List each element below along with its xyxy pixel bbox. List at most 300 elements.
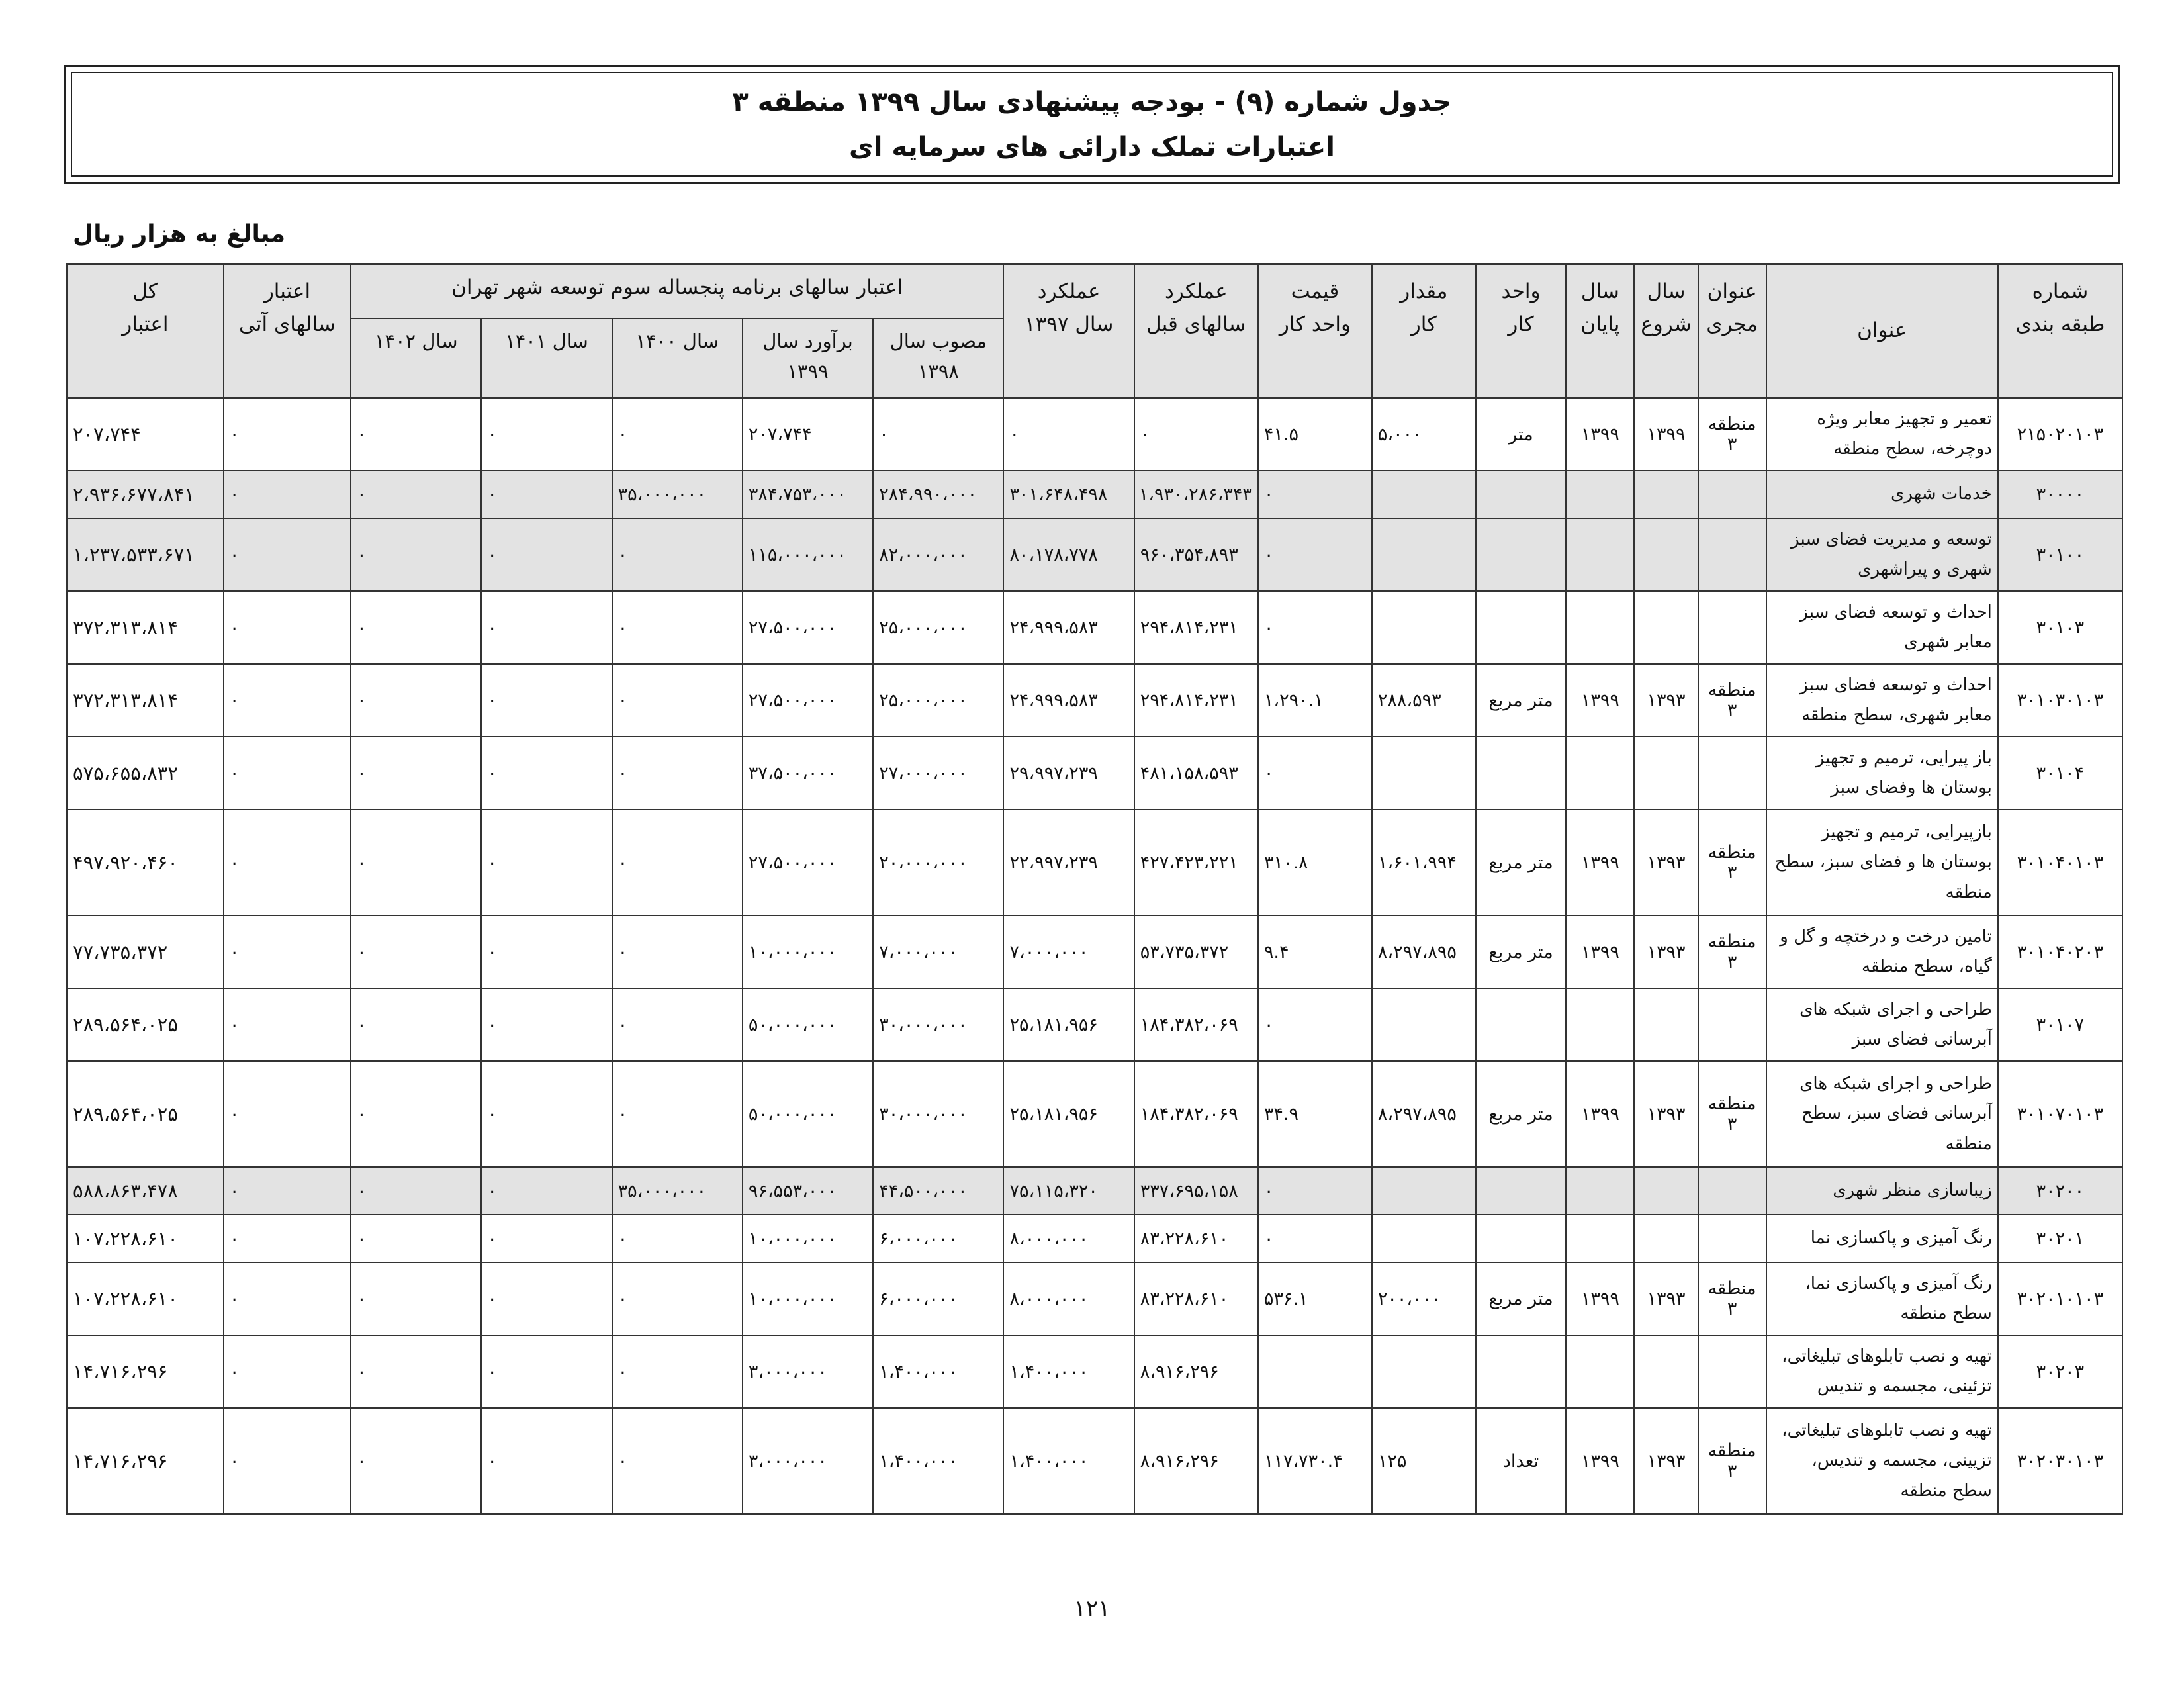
cell-start-year: ۱۳۹۹ xyxy=(1634,398,1698,471)
title-line: تهیه و نصب تابلوهای تبلیغاتی، xyxy=(1782,1346,1992,1366)
table-row xyxy=(67,737,2122,810)
cell-approved-1398: ۳۰،۰۰۰،۰۰۰ xyxy=(873,988,1003,1061)
header-total: کل اعتبار xyxy=(67,264,224,398)
cell-executor: منطقه ۳ xyxy=(1698,915,1766,988)
cell-executor: منطقه ۳ xyxy=(1698,1262,1766,1335)
cell-estimate-1399: ۹۶،۵۵۳،۰۰۰ xyxy=(743,1167,873,1215)
table-row xyxy=(67,518,2122,591)
cell-perf-prior: ۲۹۴،۸۱۴،۲۳۱ xyxy=(1134,664,1258,737)
cell-work-unit xyxy=(1476,471,1567,518)
cell-perf-prior: ۹۶۰،۳۵۴،۸۹۳ xyxy=(1134,518,1258,591)
cell-future: ۰ xyxy=(224,915,351,988)
cell-end-year xyxy=(1566,988,1634,1061)
table-row xyxy=(67,398,2122,471)
cell-executor xyxy=(1698,988,1766,1061)
cell-work-qty: ۸،۲۹۷،۸۹۵ xyxy=(1372,915,1476,988)
title-line: بازپیرایی، ترمیم و تجهیز xyxy=(1821,821,1992,842)
cell-year-1400: ۳۵،۰۰۰،۰۰۰ xyxy=(612,471,743,518)
cell-work-qty xyxy=(1372,1335,1476,1408)
header-perf-prior: عملکرد سالهای قبل xyxy=(1134,264,1258,398)
cell-work-unit: تعداد xyxy=(1476,1408,1567,1514)
cell-perf-prior: ۸۳،۲۲۸،۶۱۰ xyxy=(1134,1262,1258,1335)
cell-unit-price xyxy=(1258,1335,1372,1408)
cell-year-1401: ۰ xyxy=(481,398,612,471)
cell-perf-1397: ۰ xyxy=(1003,398,1134,471)
cell-end-year xyxy=(1566,737,1634,810)
cell-perf-1397: ۲۴،۹۹۹،۵۸۳ xyxy=(1003,664,1134,737)
cell-total: ۱۰۷،۲۲۸،۶۱۰ xyxy=(67,1215,224,1262)
title-line: تامین درخت و درختچه و گل و xyxy=(1780,926,1992,947)
cell-approved-1398: ۲۵،۰۰۰،۰۰۰ xyxy=(873,591,1003,664)
cell-year-1400: ۰ xyxy=(612,988,743,1061)
cell-code: ۳۰۱۰۷ xyxy=(1998,988,2122,1061)
cell-start-year: ۱۳۹۳ xyxy=(1634,915,1698,988)
cell-year-1402: ۰ xyxy=(351,1335,481,1408)
cell-end-year xyxy=(1566,1167,1634,1215)
cell-unit-price: ۱۱۷،۷۳۰.۴ xyxy=(1258,1408,1372,1514)
cell-future: ۰ xyxy=(224,1061,351,1167)
header-executor: عنوان مجری xyxy=(1698,264,1766,398)
cell-work-qty xyxy=(1372,1167,1476,1215)
cell-end-year: ۱۳۹۹ xyxy=(1566,1061,1634,1167)
table-row xyxy=(67,988,2122,1061)
cell-year-1401: ۰ xyxy=(481,810,612,915)
cell-estimate-1399: ۱۰،۰۰۰،۰۰۰ xyxy=(743,915,873,988)
cell-year-1400: ۰ xyxy=(612,1408,743,1514)
table-row xyxy=(67,471,2122,518)
cell-executor xyxy=(1698,471,1766,518)
cell-work-unit: متر مربع xyxy=(1476,1262,1567,1335)
cell-end-year xyxy=(1566,518,1634,591)
cell-estimate-1399: ۱۰،۰۰۰،۰۰۰ xyxy=(743,1215,873,1262)
cell-perf-1397: ۸،۰۰۰،۰۰۰ xyxy=(1003,1262,1134,1335)
table-title: جدول شماره (۹) - بودجه پیشنهادی سال ۱۳۹۹ منطقه ۳ xyxy=(732,87,1452,117)
cell-perf-1397: ۲۴،۹۹۹،۵۸۳ xyxy=(1003,591,1134,664)
cell-work-qty: ۲۰۰،۰۰۰ xyxy=(1372,1262,1476,1335)
cell-unit-price: ۰ xyxy=(1258,471,1372,518)
cell-executor xyxy=(1698,518,1766,591)
title-line: تزئینی، مجسمه و تندیس xyxy=(1817,1376,1992,1396)
cell-code: ۳۰۲۰۱ xyxy=(1998,1215,2122,1262)
cell-title xyxy=(1766,471,1998,518)
cell-end-year: ۱۳۹۹ xyxy=(1566,1262,1634,1335)
cell-title xyxy=(1766,398,1998,471)
cell-perf-1397: ۸۰،۱۷۸،۷۷۸ xyxy=(1003,518,1134,591)
cell-unit-price: ۴۱.۵ xyxy=(1258,398,1372,471)
title-line: گیاه، سطح منطقه xyxy=(1862,957,1992,976)
cell-perf-prior: ۱۸۴،۳۸۲،۰۶۹ xyxy=(1134,988,1258,1061)
title-line: بوستان ها وفضای سبز xyxy=(1831,778,1992,798)
cell-perf-prior: ۳۳۷،۶۹۵،۱۵۸ xyxy=(1134,1167,1258,1215)
table-row xyxy=(67,810,2122,915)
title-line: تهیه و نصب تابلوهای تبلیغاتی، xyxy=(1782,1420,1992,1440)
cell-start-year xyxy=(1634,988,1698,1061)
title-line: معابر شهری xyxy=(1904,632,1992,652)
cell-year-1402: ۰ xyxy=(351,1262,481,1335)
header-perf-1397: عملکرد سال ۱۳۹۷ xyxy=(1003,264,1134,398)
cell-year-1402: ۰ xyxy=(351,988,481,1061)
title-line: تعمیر و تجهیز معابر ویژه xyxy=(1817,408,1992,429)
cell-total: ۳۷۲،۳۱۳،۸۱۴ xyxy=(67,591,224,664)
cell-estimate-1399: ۳۷،۵۰۰،۰۰۰ xyxy=(743,737,873,810)
cell-unit-price: ۰ xyxy=(1258,591,1372,664)
cell-year-1401: ۰ xyxy=(481,664,612,737)
cell-year-1400: ۰ xyxy=(612,664,743,737)
cell-year-1401: ۰ xyxy=(481,1061,612,1167)
title-box xyxy=(64,65,2120,184)
cell-executor: منطقه ۳ xyxy=(1698,398,1766,471)
cell-year-1400: ۰ xyxy=(612,1215,743,1262)
cell-title xyxy=(1766,737,1998,810)
title-line: بوستان ها و فضای سبز، سطح xyxy=(1774,852,1992,872)
title-box-inner xyxy=(71,72,2113,177)
cell-estimate-1399: ۲۷،۵۰۰،۰۰۰ xyxy=(743,810,873,915)
cell-estimate-1399: ۵۰،۰۰۰،۰۰۰ xyxy=(743,1061,873,1167)
unit-note: مبالغ به هزار ریال xyxy=(73,220,285,248)
cell-perf-1397: ۱،۴۰۰،۰۰۰ xyxy=(1003,1335,1134,1408)
cell-approved-1398: ۲۵،۰۰۰،۰۰۰ xyxy=(873,664,1003,737)
cell-title xyxy=(1766,518,1998,591)
cell-estimate-1399: ۱۱۵،۰۰۰،۰۰۰ xyxy=(743,518,873,591)
cell-future: ۰ xyxy=(224,810,351,915)
cell-work-unit xyxy=(1476,737,1567,810)
cell-end-year: ۱۳۹۹ xyxy=(1566,664,1634,737)
title-line: آبرسانی فضای سبز xyxy=(1852,1029,1992,1049)
cell-code: ۳۰۱۰۴۰۲۰۳ xyxy=(1998,915,2122,988)
cell-approved-1398: ۲۷،۰۰۰،۰۰۰ xyxy=(873,737,1003,810)
cell-start-year: ۱۳۹۳ xyxy=(1634,1408,1698,1514)
cell-executor xyxy=(1698,1335,1766,1408)
cell-year-1401: ۰ xyxy=(481,1408,612,1514)
title-line: سطح منطقه xyxy=(1900,1303,1992,1323)
cell-perf-1397: ۱،۴۰۰،۰۰۰ xyxy=(1003,1408,1134,1514)
cell-perf-1397: ۷،۰۰۰،۰۰۰ xyxy=(1003,915,1134,988)
cell-future: ۰ xyxy=(224,1262,351,1335)
cell-year-1401: ۰ xyxy=(481,988,612,1061)
table-row xyxy=(67,591,2122,664)
cell-perf-1397: ۳۰۱،۶۴۸،۴۹۸ xyxy=(1003,471,1134,518)
cell-title xyxy=(1766,1167,1998,1215)
cell-approved-1398: ۴۴،۵۰۰،۰۰۰ xyxy=(873,1167,1003,1215)
cell-work-unit: متر مربع xyxy=(1476,664,1567,737)
cell-year-1400: ۰ xyxy=(612,1262,743,1335)
cell-year-1401: ۰ xyxy=(481,737,612,810)
cell-total: ۵۷۵،۶۵۵،۸۳۲ xyxy=(67,737,224,810)
cell-unit-price: ۳۴.۹ xyxy=(1258,1061,1372,1167)
cell-year-1402: ۰ xyxy=(351,737,481,810)
cell-future: ۰ xyxy=(224,471,351,518)
cell-work-unit xyxy=(1476,988,1567,1061)
cell-title xyxy=(1766,915,1998,988)
cell-executor xyxy=(1698,737,1766,810)
title-line: احداث و توسعه فضای سبز xyxy=(1799,675,1992,695)
cell-approved-1398: ۲۸۴،۹۹۰،۰۰۰ xyxy=(873,471,1003,518)
title-line: دوچرخه، سطح منطقه xyxy=(1833,439,1992,459)
cell-unit-price: ۰ xyxy=(1258,988,1372,1061)
table-subtitle: اعتبارات تملک دارائی های سرمایه ای xyxy=(849,132,1335,162)
table-row xyxy=(67,1167,2122,1215)
cell-year-1401: ۰ xyxy=(481,518,612,591)
cell-total: ۱،۲۳۷،۵۳۳،۶۷۱ xyxy=(67,518,224,591)
cell-start-year xyxy=(1634,737,1698,810)
cell-perf-prior: ۸،۹۱۶،۲۹۶ xyxy=(1134,1408,1258,1514)
cell-year-1400: ۳۵،۰۰۰،۰۰۰ xyxy=(612,1167,743,1215)
cell-code: ۳۰۱۰۴۰۱۰۳ xyxy=(1998,810,2122,915)
cell-work-qty xyxy=(1372,1215,1476,1262)
cell-total: ۲۸۹،۵۶۴،۰۲۵ xyxy=(67,1061,224,1167)
cell-title xyxy=(1766,591,1998,664)
cell-approved-1398: ۶،۰۰۰،۰۰۰ xyxy=(873,1215,1003,1262)
cell-work-qty: ۲۸۸،۵۹۳ xyxy=(1372,664,1476,737)
cell-start-year: ۱۳۹۳ xyxy=(1634,810,1698,915)
cell-future: ۰ xyxy=(224,1167,351,1215)
table-row xyxy=(67,1215,2122,1262)
table-row xyxy=(67,1061,2122,1167)
cell-year-1401: ۰ xyxy=(481,1215,612,1262)
cell-work-qty xyxy=(1372,591,1476,664)
cell-work-unit xyxy=(1476,1215,1567,1262)
cell-work-unit xyxy=(1476,1335,1567,1408)
cell-perf-prior: ۸،۹۱۶،۲۹۶ xyxy=(1134,1335,1258,1408)
title-line: رنگ آمیزی و پاکسازی نما، xyxy=(1805,1273,1992,1293)
cell-executor xyxy=(1698,1215,1766,1262)
cell-year-1400: ۰ xyxy=(612,398,743,471)
cell-approved-1398: ۶،۰۰۰،۰۰۰ xyxy=(873,1262,1003,1335)
table-row xyxy=(67,1262,2122,1335)
cell-future: ۰ xyxy=(224,1408,351,1514)
cell-code: ۳۰۲۰۰ xyxy=(1998,1167,2122,1215)
title-line: تزیینی، مجسمه و تندیس، xyxy=(1811,1450,1992,1471)
cell-work-unit: متر xyxy=(1476,398,1567,471)
cell-future: ۰ xyxy=(224,518,351,591)
title-line: طراحی و اجرای شبکه های xyxy=(1799,999,1992,1019)
cell-year-1402: ۰ xyxy=(351,518,481,591)
cell-total: ۲۸۹،۵۶۴،۰۲۵ xyxy=(67,988,224,1061)
cell-work-qty: ۱،۶۰۱،۹۹۴ xyxy=(1372,810,1476,915)
cell-work-qty xyxy=(1372,471,1476,518)
cell-perf-prior: ۸۳،۲۲۸،۶۱۰ xyxy=(1134,1215,1258,1262)
title-line: منطقه xyxy=(1945,882,1992,902)
cell-executor: منطقه ۳ xyxy=(1698,810,1766,915)
budget-table xyxy=(66,263,2123,1515)
cell-start-year xyxy=(1634,471,1698,518)
header-year-1400: سال ۱۴۰۰ xyxy=(612,318,743,398)
cell-end-year: ۱۳۹۹ xyxy=(1566,398,1634,471)
cell-year-1400: ۰ xyxy=(612,591,743,664)
table-row xyxy=(67,664,2122,737)
cell-work-qty xyxy=(1372,737,1476,810)
cell-title xyxy=(1766,810,1998,915)
cell-code: ۳۰۱۰۷۰۱۰۳ xyxy=(1998,1061,2122,1167)
cell-code: ۳۰۱۰۳۰۱۰۳ xyxy=(1998,664,2122,737)
table-row xyxy=(67,915,2122,988)
cell-unit-price: ۰ xyxy=(1258,737,1372,810)
cell-approved-1398: ۰ xyxy=(873,398,1003,471)
cell-code: ۳۰۰۰۰ xyxy=(1998,471,2122,518)
cell-year-1402: ۰ xyxy=(351,1167,481,1215)
header-year-1402: سال ۱۴۰۲ xyxy=(351,318,481,398)
cell-approved-1398: ۷،۰۰۰،۰۰۰ xyxy=(873,915,1003,988)
cell-future: ۰ xyxy=(224,988,351,1061)
cell-title xyxy=(1766,988,1998,1061)
cell-work-qty: ۸،۲۹۷،۸۹۵ xyxy=(1372,1061,1476,1167)
table-row xyxy=(67,1335,2122,1408)
cell-approved-1398: ۸۲،۰۰۰،۰۰۰ xyxy=(873,518,1003,591)
cell-code: ۳۰۲۰۳۰۱۰۳ xyxy=(1998,1408,2122,1514)
cell-title xyxy=(1766,1061,1998,1167)
title-line: منطقه xyxy=(1945,1133,1992,1154)
cell-perf-prior: ۵۳،۷۳۵،۳۷۲ xyxy=(1134,915,1258,988)
cell-work-unit xyxy=(1476,1167,1567,1215)
cell-start-year xyxy=(1634,1335,1698,1408)
table-row xyxy=(67,1408,2122,1514)
cell-work-qty: ۱۲۵ xyxy=(1372,1408,1476,1514)
cell-title xyxy=(1766,1262,1998,1335)
cell-start-year: ۱۳۹۳ xyxy=(1634,1262,1698,1335)
header-title: عنوان xyxy=(1766,264,1998,398)
cell-future: ۰ xyxy=(224,664,351,737)
cell-future: ۰ xyxy=(224,398,351,471)
cell-work-unit xyxy=(1476,518,1567,591)
header-work-unit: واحد کار xyxy=(1476,264,1567,398)
page-number: ۱۲۱ xyxy=(1073,1595,1111,1622)
cell-total: ۲،۹۳۶،۶۷۷،۸۴۱ xyxy=(67,471,224,518)
cell-code: ۳۰۱۰۴ xyxy=(1998,737,2122,810)
header-plan-group: اعتبار سالهای برنامه پنجساله سوم توسعه شهر تهران xyxy=(351,264,1003,318)
cell-year-1400: ۰ xyxy=(612,1335,743,1408)
cell-perf-1397: ۷۵،۱۱۵،۳۲۰ xyxy=(1003,1167,1134,1215)
cell-year-1402: ۰ xyxy=(351,1061,481,1167)
cell-title xyxy=(1766,1335,1998,1408)
cell-future: ۰ xyxy=(224,737,351,810)
cell-perf-prior: ۰ xyxy=(1134,398,1258,471)
title-line: آبرسانی فضای سبز، سطح xyxy=(1801,1103,1992,1124)
title-line: شهری و پیراشهری xyxy=(1858,559,1992,579)
cell-estimate-1399: ۳،۰۰۰،۰۰۰ xyxy=(743,1408,873,1514)
cell-work-unit: متر مربع xyxy=(1476,915,1567,988)
cell-future: ۰ xyxy=(224,1335,351,1408)
cell-perf-prior: ۱،۹۳۰،۲۸۶،۳۴۳ xyxy=(1134,471,1258,518)
cell-executor: منطقه ۳ xyxy=(1698,1061,1766,1167)
cell-end-year xyxy=(1566,1335,1634,1408)
cell-year-1400: ۰ xyxy=(612,1061,743,1167)
cell-end-year xyxy=(1566,591,1634,664)
title-line: خدمات شهری xyxy=(1891,484,1992,504)
cell-perf-prior: ۱۸۴،۳۸۲،۰۶۹ xyxy=(1134,1061,1258,1167)
cell-unit-price: ۰ xyxy=(1258,518,1372,591)
title-line: احداث و توسعه فضای سبز xyxy=(1799,602,1992,622)
cell-executor xyxy=(1698,591,1766,664)
cell-start-year xyxy=(1634,518,1698,591)
cell-perf-prior: ۴۸۱،۱۵۸،۵۹۳ xyxy=(1134,737,1258,810)
cell-total: ۱۴،۷۱۶،۲۹۶ xyxy=(67,1335,224,1408)
cell-total: ۲۰۷،۷۴۴ xyxy=(67,398,224,471)
title-line: رنگ آمیزی و پاکسازی نما xyxy=(1810,1228,1992,1248)
title-line: توسعه و مدیریت فضای سبز xyxy=(1791,529,1992,549)
cell-year-1402: ۰ xyxy=(351,664,481,737)
cell-perf-1397: ۸،۰۰۰،۰۰۰ xyxy=(1003,1215,1134,1262)
cell-estimate-1399: ۲۰۷،۷۴۴ xyxy=(743,398,873,471)
cell-year-1400: ۰ xyxy=(612,518,743,591)
cell-perf-1397: ۲۲،۹۹۷،۲۳۹ xyxy=(1003,810,1134,915)
cell-start-year: ۱۳۹۳ xyxy=(1634,1061,1698,1167)
cell-unit-price: ۰ xyxy=(1258,1167,1372,1215)
cell-approved-1398: ۳۰،۰۰۰،۰۰۰ xyxy=(873,1061,1003,1167)
cell-total: ۷۷،۷۳۵،۳۷۲ xyxy=(67,915,224,988)
cell-unit-price: ۱،۲۹۰.۱ xyxy=(1258,664,1372,737)
cell-perf-prior: ۲۹۴،۸۱۴،۲۳۱ xyxy=(1134,591,1258,664)
cell-title xyxy=(1766,1408,1998,1514)
cell-code: ۳۰۱۰۰ xyxy=(1998,518,2122,591)
cell-work-unit: متر مربع xyxy=(1476,810,1567,915)
cell-end-year xyxy=(1566,1215,1634,1262)
header-end-year: سال پایان xyxy=(1566,264,1634,398)
cell-unit-price: ۵۳۶.۱ xyxy=(1258,1262,1372,1335)
cell-estimate-1399: ۵۰،۰۰۰،۰۰۰ xyxy=(743,988,873,1061)
cell-unit-price: ۹.۴ xyxy=(1258,915,1372,988)
header-approved-1398: مصوب سال ۱۳۹۸ xyxy=(873,318,1003,398)
cell-code: ۲۱۵۰۲۰۱۰۳ xyxy=(1998,398,2122,471)
cell-year-1402: ۰ xyxy=(351,1215,481,1262)
cell-end-year: ۱۳۹۹ xyxy=(1566,915,1634,988)
cell-year-1401: ۰ xyxy=(481,471,612,518)
header-unit-price: قیمت واحد کار xyxy=(1258,264,1372,398)
cell-start-year xyxy=(1634,1215,1698,1262)
cell-year-1401: ۰ xyxy=(481,1335,612,1408)
cell-year-1402: ۰ xyxy=(351,1408,481,1514)
cell-year-1402: ۰ xyxy=(351,591,481,664)
cell-year-1402: ۰ xyxy=(351,915,481,988)
cell-approved-1398: ۱،۴۰۰،۰۰۰ xyxy=(873,1335,1003,1408)
cell-title xyxy=(1766,664,1998,737)
cell-estimate-1399: ۲۷،۵۰۰،۰۰۰ xyxy=(743,591,873,664)
cell-estimate-1399: ۲۷،۵۰۰،۰۰۰ xyxy=(743,664,873,737)
cell-title xyxy=(1766,1215,1998,1262)
cell-approved-1398: ۱،۴۰۰،۰۰۰ xyxy=(873,1408,1003,1514)
cell-total: ۱۰۷،۲۲۸،۶۱۰ xyxy=(67,1262,224,1335)
table-body xyxy=(67,398,2122,1514)
cell-year-1401: ۰ xyxy=(481,1262,612,1335)
cell-perf-1397: ۲۵،۱۸۱،۹۵۶ xyxy=(1003,1061,1134,1167)
cell-future: ۰ xyxy=(224,1215,351,1262)
title-line: باز پیرایی، ترمیم و تجهیز xyxy=(1815,747,1992,768)
cell-perf-1397: ۲۹،۹۹۷،۲۳۹ xyxy=(1003,737,1134,810)
cell-work-qty: ۵،۰۰۰ xyxy=(1372,398,1476,471)
cell-start-year xyxy=(1634,1167,1698,1215)
cell-work-qty xyxy=(1372,518,1476,591)
cell-work-unit: متر مربع xyxy=(1476,1061,1567,1167)
cell-unit-price: ۳۱۰.۸ xyxy=(1258,810,1372,915)
title-line: طراحی و اجرای شبکه های xyxy=(1799,1073,1992,1094)
cell-executor: منطقه ۳ xyxy=(1698,664,1766,737)
cell-year-1402: ۰ xyxy=(351,398,481,471)
cell-start-year xyxy=(1634,591,1698,664)
cell-year-1400: ۰ xyxy=(612,915,743,988)
cell-year-1400: ۰ xyxy=(612,810,743,915)
cell-year-1401: ۰ xyxy=(481,591,612,664)
header-work-qty: مقدار کار xyxy=(1372,264,1476,398)
cell-year-1402: ۰ xyxy=(351,810,481,915)
cell-future: ۰ xyxy=(224,591,351,664)
cell-total: ۴۹۷،۹۲۰،۴۶۰ xyxy=(67,810,224,915)
cell-work-unit xyxy=(1476,591,1567,664)
cell-code: ۳۰۱۰۳ xyxy=(1998,591,2122,664)
cell-total: ۵۸۸،۸۶۳،۴۷۸ xyxy=(67,1167,224,1215)
cell-year-1401: ۰ xyxy=(481,915,612,988)
cell-end-year: ۱۳۹۹ xyxy=(1566,810,1634,915)
cell-unit-price: ۰ xyxy=(1258,1215,1372,1262)
cell-estimate-1399: ۱۰،۰۰۰،۰۰۰ xyxy=(743,1262,873,1335)
